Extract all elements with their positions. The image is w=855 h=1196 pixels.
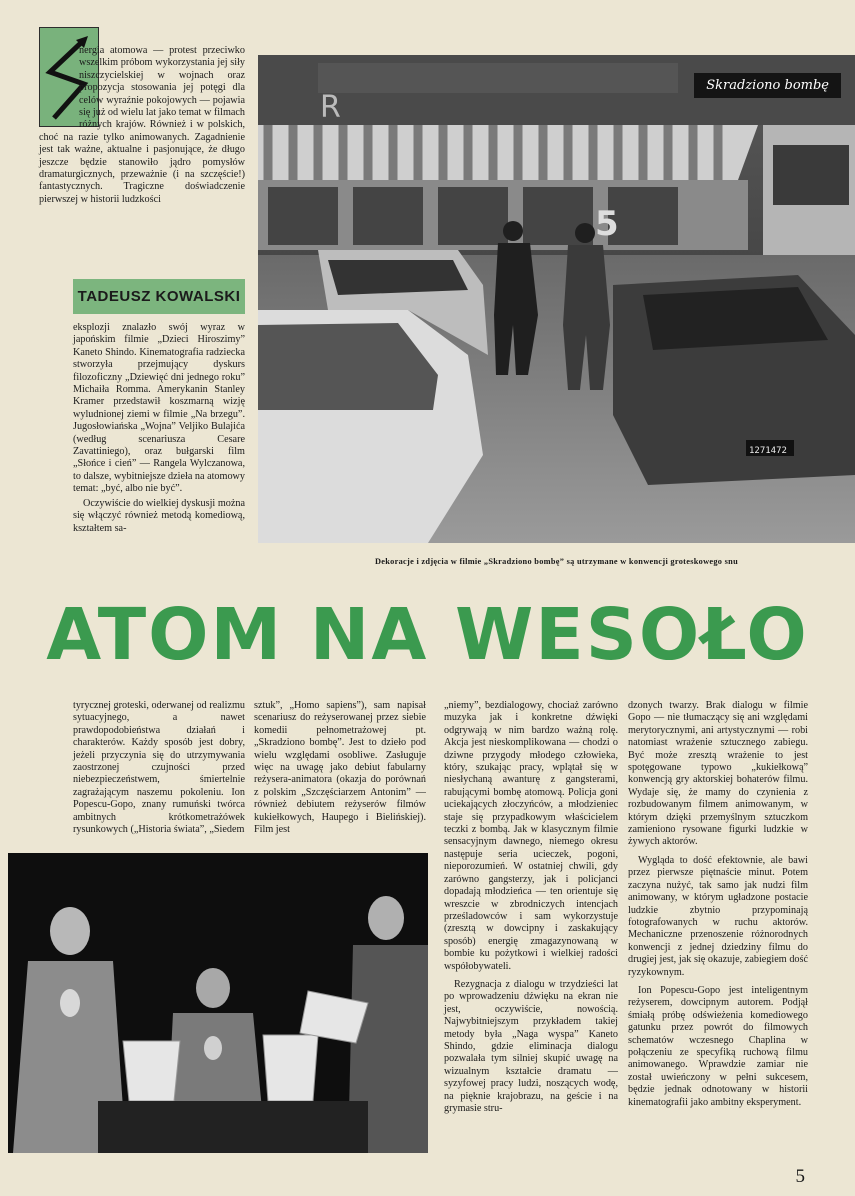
photo-caption: Dekoracje i zdjęcia w filmie „Skradziono bombę” są utrzymane w konwencji groteskowego snu [374,557,738,566]
striped-awning [258,125,758,180]
body-col1-text: tyrycznej groteski, oderwanej od realizmu sytuacyjnego, a nawet prawdopodobieństwa działań i charakterów. Każdy sposób jest dobry, jeżeli przyczynia się do utrzymywania zaostrzonej czujności przed niebezpieczeństwem, śmiertelnie zagrażającym naszemu pokoleniu. Ion Popescu-Gopo, znany rumuński twórca ambitnych krótkometrażówek rysunkowych („Historia świata”, „Siedem [73,700,245,836]
film-still-street-scene [258,55,855,543]
body-col2-text: sztuk”, „Homo sapiens”), sam napisał scenariusz do reżyserowanej przez siebie komedii pełnometrażowej pt. „Skradziono bombę”. Jest to dzieło pod wielu względami osobliwe. Zasługuje więc na uwagę jako debiut fabularny reżysera-animatora (okazja do porównań z polskim „Szczęściarzem Antonim” — również debiutem reżyserów filmów kukiełkowych, Haupego i Bielińskiej). Film jest [254,700,426,836]
dark-car-right [613,275,855,485]
body-col4-text-3: Ion Popescu-Gopo jest inteligentnym reżyserem, dowcipnym autorem. Podjął śmiałą próbę odświeżenia komediowego gatunku przez powrót do filmowych schematów wczesnego Chaplina w połączeniu ze specyfiką ruchową filmu animowanego. Wprawdzie zamiar nie został uwieńczony w pełni sukcesem, będzie jednak odnotowany w historii kinematografii jako ambitny eksperyment. [628,984,808,1108]
article-headline: ATOM NA WESOŁO [46,593,809,676]
license-plate: 1271472 [749,446,787,456]
shop-number: 5 [595,204,619,244]
storefront-sign-letter: R [320,90,341,125]
film-title-label: Skradziono bombę [694,73,841,98]
lab-scene-illustration [8,853,428,1153]
intro-text-2: eksplozji znalazło swój wyraz w japońskim filmie „Dzieci Hiroszimy” Kaneto Shindo. Kinematografia radziecka stworzyła przejmujący dyskurs filozoficzny „Dziewięć dni jednego roku” Michaiła Romma. Amerykanin Stanley Kramer przedstawił koszmarną wizję wyludnionej ziemi w filmie „Na brzegu”. Jugosłowiańska „Wojna” Veljiko Bulajića (według scenariusza Cesare Zavattiniego), oraz bułgarski film „Słońce i cień” — Rangela Wylczanowa, to dalsze, wybitniejsze dzieła na atomowy temat: „być, albo nie być”. [73,322,245,495]
body-col4-text-1: dzonych twarzy. Brak dialogu w filmie Gopo — nie tłumaczący się ani względami merytorycznymi, ani artystycznymi — robi natomiast wrażenie sztucznego zabiegu. Być może zresztą wrażenie to jest spotęgowane typowo „kukiełkową” konwencją gry aktorskiej bohaterów filmu. Wydaje się, że mamy do czynienia z rozbudowanym filmem animowanym, w którym dzięki przemyślnym sztuczkom zamieniono rysowane figurki ludzkie w żywych aktorów. [628,700,808,848]
intro-text-3: Oczywiście do wielkiej dyskusji można się włączyć również metodą komediową, kształtem sa- [73,497,245,534]
author-byline: TADEUSZ KOWALSKI [73,279,245,314]
film-still-laboratory-scene [8,853,428,1153]
body-col4-text-2: Wygląda to dość efektownie, ale bawi przez pierwsze piętnaście minut. Potem zaczyna nużyć, tak samo jak nudzi film animowany, w którym ugładzone postacie ludzkie zbytnio przypominają fotografowanych w ruchu aktorów. Mechaniczne przenoszenie różnorodnych konwencji z jednej dziedziny filmu do drugiej jest, jak się okazuje, zabiegiem dość ryzykownym. [628,854,808,978]
body-column-1 [73,700,245,838]
body-column-4 [628,700,808,1111]
intro-column-top [39,45,245,208]
body-col3-text-1: „niemy”, bezdialogowy, chociaż zarówno muzyka jak i konkretne dźwięki odgrywają w nim bardzo ważną rolę. Akcja jest nieskomplikowana — chodzi o dziwne przygody młodego człowieka, który, szukając pracy, wplątał się w niesłychaną awanturę z gangsterami, rabującymi bombę atomową. Policja goni uciekających złoczyńców, a młodzieniec staje się przypadkowym właścicielem teczki z bombą. Jak w klasycznym filmie sensacyjnym dawnego, niemego okresu następuje seria ucieczek, pogoni, nieporozumień. W ostatniej chwili, gdy zarówno gangsterzy, jak i policjanci dopadają młodzieńca — ten orientuje się wreszcie w zbrodniczych intencjach prześladowców i sam wykorzystuje (zresztą w dowcipny i zaskakujący sposób) energię zmagazynowaną w bombie ku pożytkowi i wielkiej radości współobywateli. [444,700,618,972]
body-column-3 [444,700,618,1117]
intro-column-bottom [73,322,245,537]
body-column-2 [254,700,426,838]
intro-text-1: nergia atomowa — protest przeciwko wszelkim próbom wykorzystania jej siły niszczycielskiej w wojnach oraz propozycja stosowania jej potęgi dla celów wyraźnie pokojowych — pojawia się już od wielu lat jako temat w filmach różnych krajów. Również i w polskich, choć na razie tylko animowanych. Zagadnienie jest tak ważne, aktualne i pasjonujące, że długo jeszcze będzie stanowiło jądro pomysłów dramaturgicznych, przeważnie (i na szczęście!) fantastycznych. Tragiczne doświadczenie pierwszej w historii ludzkości [39,45,245,205]
body-col3-text-2: Rezygnacja z dialogu w trzydzieści lat po wprowadzeniu dźwięku na ekran nie jest, oczywiście, nowością. Najwybitniejszym przykładem takiej metody była „Naga wyspa” Kaneto Shindo, gdzie eliminacja dialogu pozwalała tym silniej skupić uwagę na wizualnym kształcie dramatu — syzyfowej pracy ludzi, noszących wodę, na pięknie krajobrazu, na geście i na grymasie stru- [444,978,618,1114]
page-number: 5 [795,1166,805,1187]
street-scene-illustration [258,55,855,543]
